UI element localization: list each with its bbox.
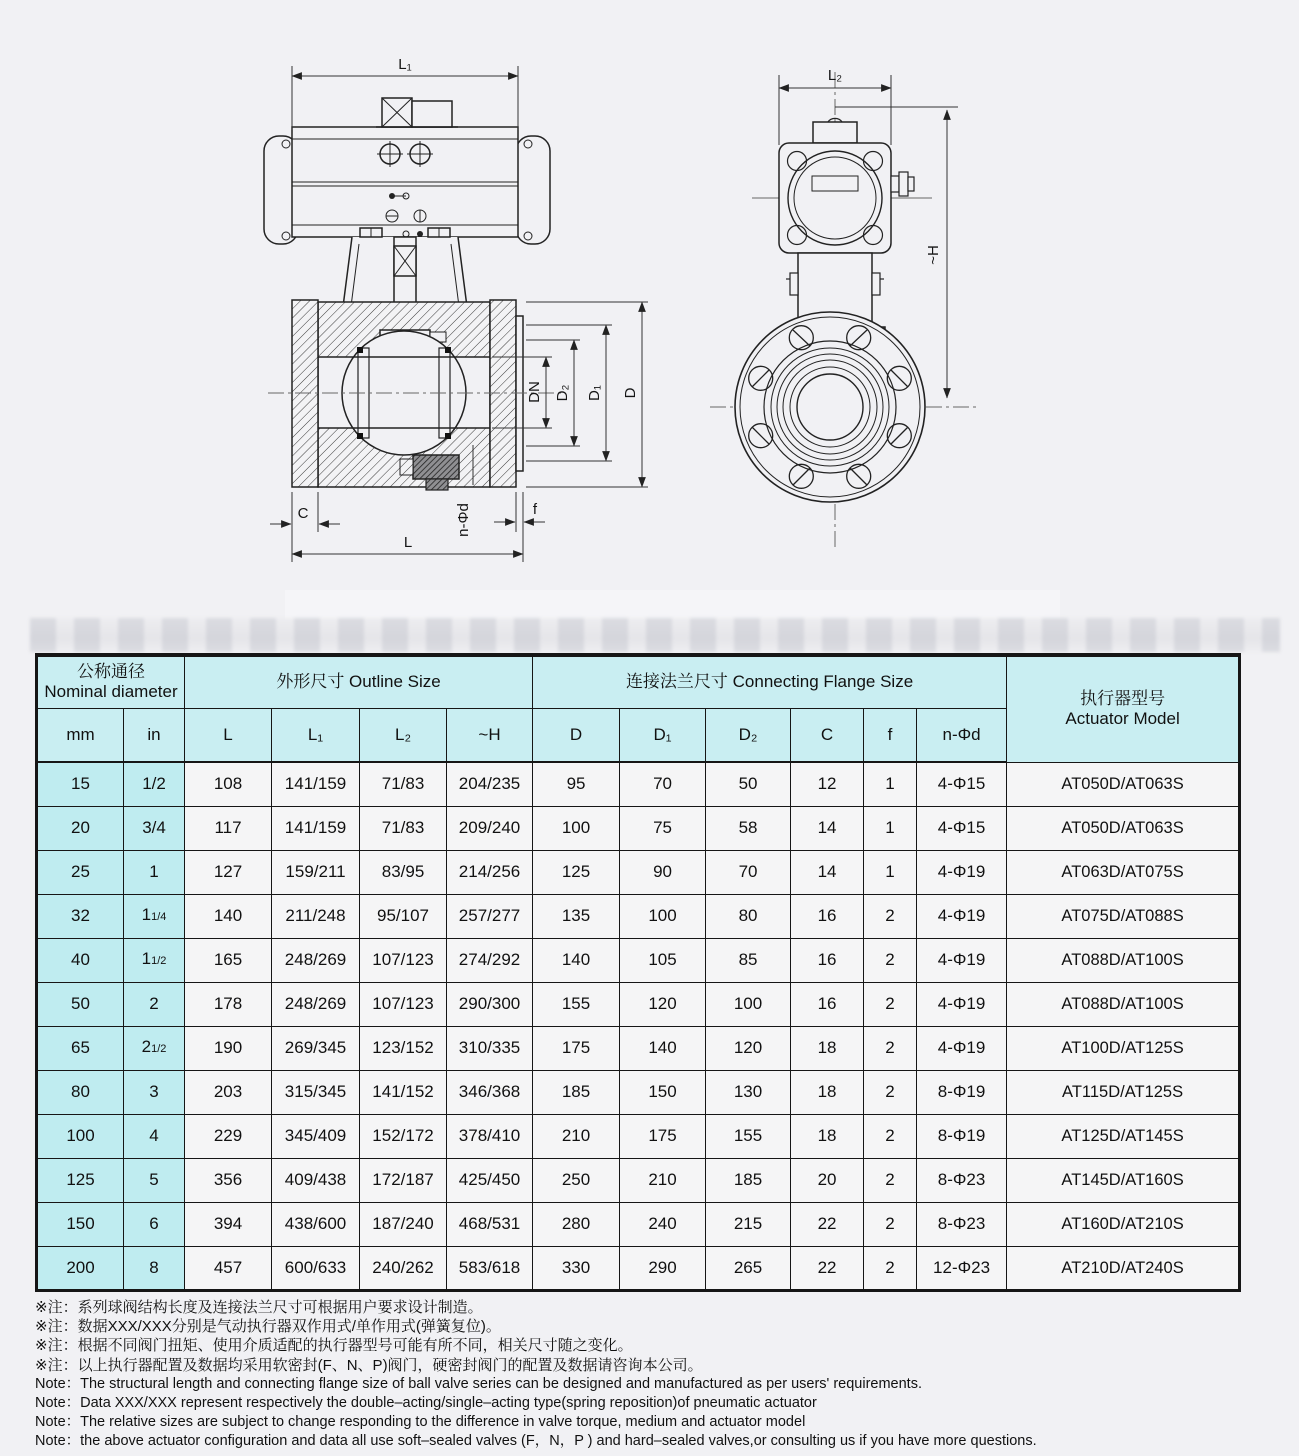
cell-mm: 15 xyxy=(37,762,124,806)
cell-in: 5 xyxy=(124,1158,185,1202)
cell-actuator: AT160D/AT210S xyxy=(1007,1202,1240,1246)
cell-nd: 4-Φ19 xyxy=(917,982,1007,1026)
cell-in: 1/2 xyxy=(124,762,185,806)
cell-L2: 152/172 xyxy=(360,1114,447,1158)
cell-D: 155 xyxy=(533,982,620,1026)
table-row xyxy=(37,982,1240,1026)
cell-in: 3 xyxy=(124,1070,185,1114)
flange-face xyxy=(735,312,925,502)
dim-label-d2: D₂ xyxy=(554,384,571,402)
cell-nd: 4-Φ15 xyxy=(917,806,1007,850)
cell-D: 140 xyxy=(533,938,620,982)
cell-L1: 248/269 xyxy=(272,982,360,1026)
cell-actuator: AT100D/AT125S xyxy=(1007,1026,1240,1070)
cell-C: 20 xyxy=(791,1158,864,1202)
cell-D: 280 xyxy=(533,1202,620,1246)
scan-artifact-smudge-band xyxy=(30,618,1280,652)
cell-actuator: AT063D/AT075S xyxy=(1007,850,1240,894)
cell-D2: 85 xyxy=(706,938,791,982)
cell-D1: 210 xyxy=(620,1158,706,1202)
cell-in: 21/2 xyxy=(124,1026,185,1070)
cell-C: 22 xyxy=(791,1246,864,1290)
col-header-L: L xyxy=(185,708,272,762)
col-header-D1: D₁ xyxy=(620,708,706,762)
cell-in: 11/2 xyxy=(124,938,185,982)
front-view-drawing xyxy=(240,30,700,590)
scan-artifact-light xyxy=(285,590,1060,620)
cell-L: 165 xyxy=(185,938,272,982)
cell-D2: 58 xyxy=(706,806,791,850)
cell-L1: 211/248 xyxy=(272,894,360,938)
cell-actuator: AT050D/AT063S xyxy=(1007,762,1240,806)
cell-L: 394 xyxy=(185,1202,272,1246)
col-header-D: D xyxy=(533,708,620,762)
valve-body-front xyxy=(268,300,562,490)
dim-label-nd: n-Φd xyxy=(455,503,472,537)
table-row xyxy=(37,1114,1240,1158)
cell-D1: 175 xyxy=(620,1114,706,1158)
cell-L1: 269/345 xyxy=(272,1026,360,1070)
cell-D2: 120 xyxy=(706,1026,791,1070)
cell-in: 11/4 xyxy=(124,894,185,938)
note-line-en-1: Note：The structural length and connecting flange size of ball valve series can be designed and manufactured as per users' requirements. xyxy=(35,1375,922,1392)
cell-L2: 172/187 xyxy=(360,1158,447,1202)
pneumatic-actuator-front xyxy=(264,98,550,244)
dim-label-dn: DN xyxy=(526,381,543,403)
cell-L2: 187/240 xyxy=(360,1202,447,1246)
side-view-drawing xyxy=(700,30,1020,590)
cell-L: 457 xyxy=(185,1246,272,1290)
cell-mm: 32 xyxy=(37,894,124,938)
dimension-spec-table xyxy=(35,653,1241,1292)
cell-L: 140 xyxy=(185,894,272,938)
cell-mm: 65 xyxy=(37,1026,124,1070)
cell-actuator: AT050D/AT063S xyxy=(1007,806,1240,850)
cell-D1: 290 xyxy=(620,1246,706,1290)
cell-C: 14 xyxy=(791,806,864,850)
cell-L: 117 xyxy=(185,806,272,850)
cell-H: 468/531 xyxy=(447,1202,533,1246)
dim-label-d1: D₁ xyxy=(586,385,603,401)
cell-in: 3/4 xyxy=(124,806,185,850)
cell-nd: 8-Φ19 xyxy=(917,1070,1007,1114)
cell-D2: 185 xyxy=(706,1158,791,1202)
cell-actuator: AT125D/AT145S xyxy=(1007,1114,1240,1158)
cell-D1: 150 xyxy=(620,1070,706,1114)
cell-C: 16 xyxy=(791,982,864,1026)
cell-L1: 600/633 xyxy=(272,1246,360,1290)
cell-actuator: AT088D/AT100S xyxy=(1007,982,1240,1026)
cell-mm: 150 xyxy=(37,1202,124,1246)
cell-L: 229 xyxy=(185,1114,272,1158)
cell-H: 425/450 xyxy=(447,1158,533,1202)
cell-actuator: AT115D/AT125S xyxy=(1007,1070,1240,1114)
cell-L: 356 xyxy=(185,1158,272,1202)
cell-D1: 90 xyxy=(620,850,706,894)
cell-D2: 100 xyxy=(706,982,791,1026)
cell-C: 16 xyxy=(791,938,864,982)
cell-L: 178 xyxy=(185,982,272,1026)
cell-D: 175 xyxy=(533,1026,620,1070)
cell-C: 16 xyxy=(791,894,864,938)
cell-nd: 8-Φ19 xyxy=(917,1114,1007,1158)
cell-L2: 95/107 xyxy=(360,894,447,938)
col-header-D2: D₂ xyxy=(706,708,791,762)
cell-C: 22 xyxy=(791,1202,864,1246)
cell-f: 1 xyxy=(864,762,917,806)
cell-D2: 155 xyxy=(706,1114,791,1158)
cell-C: 18 xyxy=(791,1026,864,1070)
col-header-mm: mm xyxy=(37,708,124,762)
table-row xyxy=(37,1202,1240,1246)
cell-nd: 8-Φ23 xyxy=(917,1158,1007,1202)
table-row xyxy=(37,1246,1240,1290)
pneumatic-actuator-side xyxy=(779,118,914,253)
col-header-L1: L₁ xyxy=(272,708,360,762)
note-line-cn-3: ※注：根据不同阀门扭矩、使用介质适配的执行器型号可能有所不同，相关尺寸随之变化。 xyxy=(35,1337,633,1355)
cell-H: 274/292 xyxy=(447,938,533,982)
cell-D2: 265 xyxy=(706,1246,791,1290)
dim-label-d: D xyxy=(622,387,639,399)
col-group-connecting-flange-size: 连接法兰尺寸 Connecting Flange Size xyxy=(533,655,1007,708)
cell-L2: 107/123 xyxy=(360,982,447,1026)
cell-D1: 75 xyxy=(620,806,706,850)
cell-L2: 71/83 xyxy=(360,762,447,806)
cell-f: 2 xyxy=(864,1158,917,1202)
cell-in: 2 xyxy=(124,982,185,1026)
cell-f: 2 xyxy=(864,982,917,1026)
cell-f: 2 xyxy=(864,1246,917,1290)
cell-L2: 141/152 xyxy=(360,1070,447,1114)
note-line-cn-1: ※注：系列球阀结构长度及连接法兰尺寸可根据用户要求设计制造。 xyxy=(35,1299,483,1316)
cell-L1: 141/159 xyxy=(272,762,360,806)
nominal-diameter-en: Nominal diameter xyxy=(44,682,178,702)
cell-D2: 215 xyxy=(706,1202,791,1246)
table-row xyxy=(37,1158,1240,1202)
actuator-model-en: Actuator Model xyxy=(1065,709,1180,729)
cell-D2: 50 xyxy=(706,762,791,806)
cell-f: 2 xyxy=(864,894,917,938)
cell-H: 204/235 xyxy=(447,762,533,806)
cell-L2: 71/83 xyxy=(360,806,447,850)
cell-L1: 159/211 xyxy=(272,850,360,894)
cell-nd: 4-Φ19 xyxy=(917,938,1007,982)
cell-L1: 141/159 xyxy=(272,806,360,850)
cell-in: 4 xyxy=(124,1114,185,1158)
cell-mm: 100 xyxy=(37,1114,124,1158)
cell-nd: 8-Φ23 xyxy=(917,1202,1007,1246)
cell-H: 346/368 xyxy=(447,1070,533,1114)
cell-mm: 40 xyxy=(37,938,124,982)
cell-H: 290/300 xyxy=(447,982,533,1026)
dim-label-l1: L₁ xyxy=(398,56,412,73)
note-line-cn-4: ※注：以上执行器配置及数据均采用软密封(F、N、P)阀门，硬密封阀门的配置及数据请咨询本公司。 xyxy=(35,1356,703,1374)
cell-D2: 80 xyxy=(706,894,791,938)
col-group-actuator-model xyxy=(1007,655,1240,762)
cell-L1: 409/438 xyxy=(272,1158,360,1202)
cell-mm: 25 xyxy=(37,850,124,894)
cell-L1: 345/409 xyxy=(272,1114,360,1158)
cell-D: 100 xyxy=(533,806,620,850)
col-header-n-phi-d: n-Φd xyxy=(917,708,1007,762)
cell-C: 18 xyxy=(791,1114,864,1158)
cell-H: 378/410 xyxy=(447,1114,533,1158)
dim-label-l: L xyxy=(403,534,413,551)
dim-label-l2: L₂ xyxy=(827,67,843,84)
cell-nd: 12-Φ23 xyxy=(917,1246,1007,1290)
cell-mm: 20 xyxy=(37,806,124,850)
note-line-en-2: Note：Data XXX/XXX represent respectively the double–acting/single–acting type(spring reposition)of pneumatic actuator xyxy=(35,1395,817,1412)
dim-label-f: f xyxy=(532,501,538,518)
col-header-f: f xyxy=(864,708,917,762)
cell-L2: 240/262 xyxy=(360,1246,447,1290)
col-header-H: ~H xyxy=(447,708,533,762)
cell-D1: 140 xyxy=(620,1026,706,1070)
cell-D2: 70 xyxy=(706,850,791,894)
cell-D2: 130 xyxy=(706,1070,791,1114)
cell-actuator: AT210D/AT240S xyxy=(1007,1246,1240,1290)
cell-H: 310/335 xyxy=(447,1026,533,1070)
cell-H: 583/618 xyxy=(447,1246,533,1290)
cell-H: 214/256 xyxy=(447,850,533,894)
col-group-outline-size: 外形尺寸 Outline Size xyxy=(185,655,533,708)
cell-f: 2 xyxy=(864,1202,917,1246)
table-row xyxy=(37,938,1240,982)
cell-L: 203 xyxy=(185,1070,272,1114)
cell-mm: 200 xyxy=(37,1246,124,1290)
cell-f: 2 xyxy=(864,1070,917,1114)
note-line-en-3: Note：The relative sizes are subject to change responding to the difference in valve torque, medium and actuator model xyxy=(35,1414,806,1431)
cell-D: 125 xyxy=(533,850,620,894)
cell-L1: 438/600 xyxy=(272,1202,360,1246)
cell-L: 190 xyxy=(185,1026,272,1070)
cell-H: 209/240 xyxy=(447,806,533,850)
nominal-diameter-cn: 公称通径 xyxy=(77,662,145,682)
cell-nd: 4-Φ19 xyxy=(917,850,1007,894)
cell-f: 1 xyxy=(864,806,917,850)
cell-D: 95 xyxy=(533,762,620,806)
table-row xyxy=(37,806,1240,850)
cell-D1: 105 xyxy=(620,938,706,982)
cell-L2: 107/123 xyxy=(360,938,447,982)
cell-C: 14 xyxy=(791,850,864,894)
cell-D: 135 xyxy=(533,894,620,938)
cell-L: 127 xyxy=(185,850,272,894)
cell-nd: 4-Φ15 xyxy=(917,762,1007,806)
cell-in: 8 xyxy=(124,1246,185,1290)
cell-f: 1 xyxy=(864,850,917,894)
cell-D: 185 xyxy=(533,1070,620,1114)
cell-D1: 120 xyxy=(620,982,706,1026)
cell-actuator: AT075D/AT088S xyxy=(1007,894,1240,938)
cell-L1: 248/269 xyxy=(272,938,360,982)
dim-label-c: C xyxy=(297,505,309,522)
cell-actuator: AT088D/AT100S xyxy=(1007,938,1240,982)
cell-D: 250 xyxy=(533,1158,620,1202)
cell-mm: 125 xyxy=(37,1158,124,1202)
cell-f: 2 xyxy=(864,1026,917,1070)
cell-D1: 70 xyxy=(620,762,706,806)
col-header-in: in xyxy=(124,708,185,762)
cell-L: 108 xyxy=(185,762,272,806)
col-header-C: C xyxy=(791,708,864,762)
cell-nd: 4-Φ19 xyxy=(917,894,1007,938)
cell-L1: 315/345 xyxy=(272,1070,360,1114)
col-group-nominal-diameter xyxy=(37,655,185,708)
note-line-cn-2: ※注：数据XXX/XXX分别是气动执行器双作用式/单作用式(弹簧复位)。 xyxy=(35,1318,501,1336)
cell-in: 6 xyxy=(124,1202,185,1246)
cell-H: 257/277 xyxy=(447,894,533,938)
table-row xyxy=(37,1070,1240,1114)
cell-mm: 50 xyxy=(37,982,124,1026)
cell-D1: 240 xyxy=(620,1202,706,1246)
col-header-L2: L₂ xyxy=(360,708,447,762)
cell-C: 12 xyxy=(791,762,864,806)
cell-f: 2 xyxy=(864,938,917,982)
cell-L2: 83/95 xyxy=(360,850,447,894)
notes-block xyxy=(35,1298,1285,1452)
cell-mm: 80 xyxy=(37,1070,124,1114)
cell-D1: 100 xyxy=(620,894,706,938)
cell-L2: 123/152 xyxy=(360,1026,447,1070)
cell-C: 18 xyxy=(791,1070,864,1114)
cell-D: 210 xyxy=(533,1114,620,1158)
table-row xyxy=(37,1026,1240,1070)
cell-D: 330 xyxy=(533,1246,620,1290)
actuator-model-cn: 执行器型号 xyxy=(1080,689,1166,709)
table-row xyxy=(37,894,1240,938)
table-body xyxy=(37,762,1240,1290)
cell-in: 1 xyxy=(124,850,185,894)
dim-label-h: ~H xyxy=(925,245,942,265)
note-line-en-4: Note：the above actuator configuration and data all use soft–sealed valves (F，N，P ) and hard–sealed valves,or consulting us if you have more questions. xyxy=(35,1433,1037,1450)
cell-f: 2 xyxy=(864,1114,917,1158)
cell-actuator: AT145D/AT160S xyxy=(1007,1158,1240,1202)
table-header xyxy=(37,655,1240,762)
table-row xyxy=(37,762,1240,806)
cell-nd: 4-Φ19 xyxy=(917,1026,1007,1070)
table-row xyxy=(37,850,1240,894)
